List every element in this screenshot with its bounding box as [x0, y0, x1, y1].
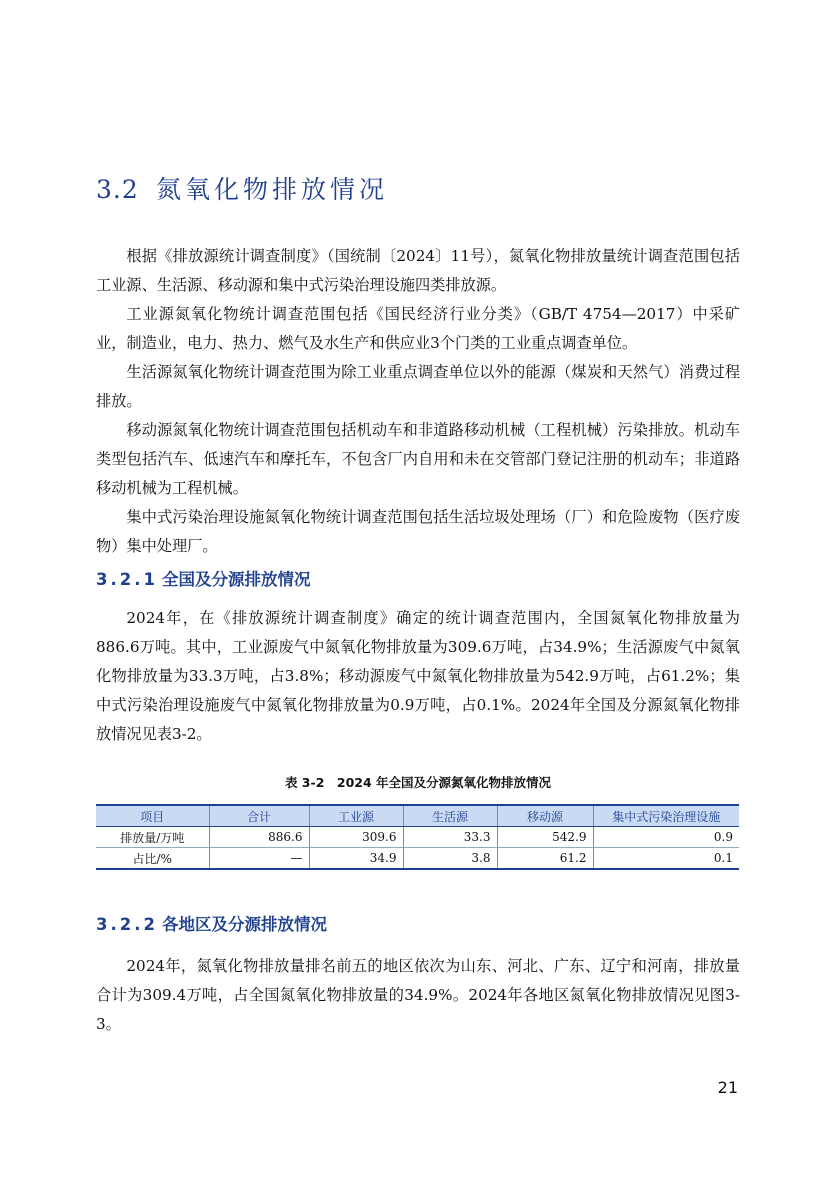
table-cell: 309.6 — [309, 827, 403, 848]
table-header-cell: 工业源 — [309, 805, 403, 827]
table-header-cell: 集中式污染治理设施 — [593, 805, 739, 827]
page-number: 21 — [717, 1078, 738, 1097]
subsection-heading — [96, 911, 327, 935]
subsection-heading — [96, 566, 311, 590]
table-cell: 542.9 — [497, 827, 593, 848]
paragraph: 移动源氮氧化物统计调查范围包括机动车和非道路移动机械（工程机械）污染排放。机动车类型包括汽车、低速汽车和摩托车，不包含厂内自用和未在交管部门登记注册的机动车；非道路移动机械为工程机械。 — [96, 421, 740, 497]
subsection-title: 全国及分源排放情况 — [162, 570, 311, 589]
subsection-title: 各地区及分源排放情况 — [162, 915, 327, 934]
emission-table — [96, 804, 739, 870]
table-cell: 0.9 — [593, 827, 739, 848]
table-row — [96, 827, 739, 848]
table-cell: — — [209, 848, 309, 870]
paragraph: 根据《排放源统计调查制度》（国统制〔2024〕11号），氮氧化物排放量统计调查范围包括工业源、生活源、移动源和集中式污染治理设施四类排放源。 — [96, 247, 740, 294]
table-cell: 0.1 — [593, 848, 739, 870]
section-number: 3.2 — [96, 175, 139, 204]
paragraph: 工业源氮氧化物统计调查范围包括《国民经济行业分类》（GB/T 4754—2017）中采矿业，制造业，电力、热力、燃气及水生产和供应业3个门类的工业重点调查单位。 — [96, 305, 740, 352]
section-body — [96, 242, 740, 561]
subsection-body — [96, 604, 740, 749]
table-cell: 33.3 — [403, 827, 497, 848]
table-cell: 占比/% — [96, 848, 209, 870]
table-header-cell: 项目 — [96, 805, 209, 827]
paragraph: 2024年，氮氧化物排放量排名前五的地区依次为山东、河北、广东、辽宁和河南，排放量合计为309.4万吨，占全国氮氧化物排放量的34.9%。2024年各地区氮氧化物排放情况见图3-3。 — [96, 957, 740, 1033]
paragraph: 2024年，在《排放源统计调查制度》确定的统计调查范围内，全国氮氧化物排放量为886.6万吨。其中，工业源废气中氮氧化物排放量为309.6万吨，占34.9%；生活源废气中氮氧化物排放量为33.3万吨，占3.8%；移动源废气中氮氧化物排放量为542.9万吨，占61.2%；集中式污染治理设施废气中氮氧化物排放量为0.9万吨，占0.1%。2024年全国及分源氮氧化物排放情况见表3-2。 — [96, 609, 740, 743]
section-heading — [96, 170, 388, 206]
table-cell: 排放量/万吨 — [96, 827, 209, 848]
paragraph: 集中式污染治理设施氮氧化物统计调查范围包括生活垃圾处理场（厂）和危险废物（医疗废物）集中处理厂。 — [96, 508, 740, 555]
table-header-row — [96, 805, 739, 827]
table-cell: 886.6 — [209, 827, 309, 848]
table-header-cell: 生活源 — [403, 805, 497, 827]
table-cell: 61.2 — [497, 848, 593, 870]
subsection-number: 3.2.1 — [96, 570, 158, 589]
table-header-cell: 移动源 — [497, 805, 593, 827]
section-title: 氮氧化物排放情况 — [156, 175, 389, 204]
table-row — [96, 848, 739, 870]
table-cell: 34.9 — [309, 848, 403, 870]
paragraph: 生活源氮氧化物统计调查范围为除工业重点调查单位以外的能源（煤炭和天然气）消费过程排放。 — [96, 363, 740, 410]
subsection-number: 3.2.2 — [96, 915, 158, 934]
subsection-body — [96, 952, 740, 1039]
table-header-cell: 合计 — [209, 805, 309, 827]
table-cell: 3.8 — [403, 848, 497, 870]
table-caption: 表 3-2 2024 年全国及分源氮氧化物排放情况 — [284, 775, 552, 790]
